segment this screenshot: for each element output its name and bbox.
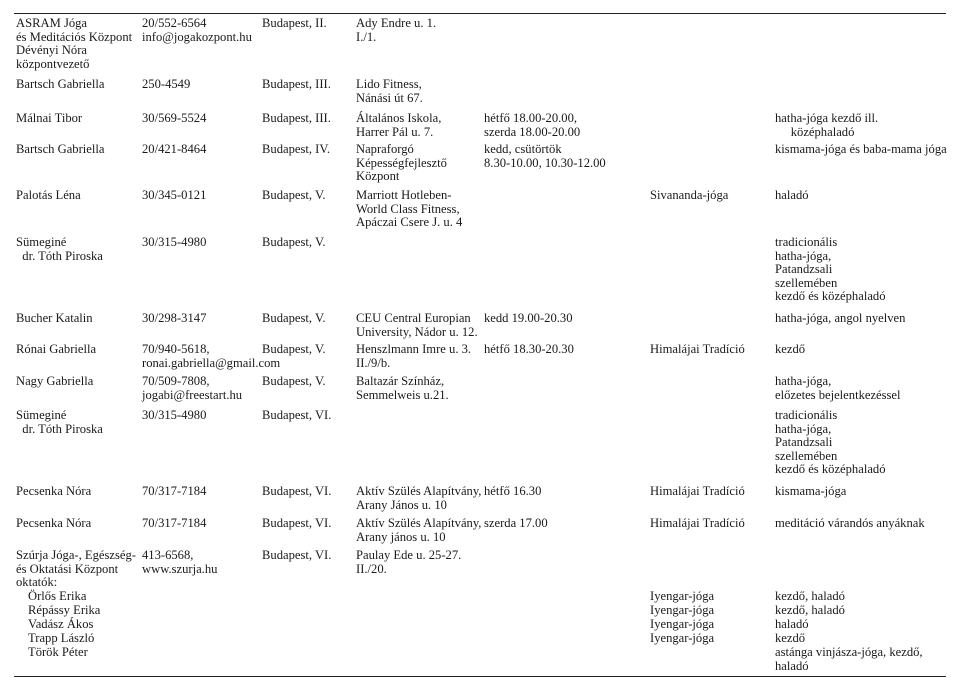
row-phone: 20/552-6564 info@jogakozpont.hu (142, 16, 252, 44)
row-level: tradicionális hatha-jóga, Patandzsali szellemében kezdő és középhaladó (775, 235, 886, 303)
row-level: meditáció várandós anyáknak (775, 516, 925, 530)
row-time: kedd, csütörtök 8.30-10.00, 10.30-12.00 (484, 142, 606, 170)
row-level: kezdő (775, 342, 806, 356)
row-phone: 70/317-7184 (142, 484, 207, 498)
instructor-level: kezdő, haladó (775, 589, 845, 603)
row-address: Ady Endre u. 1. I./1. (356, 16, 437, 44)
row-district: Budapest, VI. (262, 516, 332, 530)
row-phone: 30/315-4980 (142, 235, 207, 249)
row-name: Bartsch Gabriella (16, 142, 105, 156)
row-style: Himalájai Tradíció (650, 516, 745, 530)
row-district: Budapest, V. (262, 235, 326, 249)
row-name: Palotás Léna (16, 188, 81, 202)
instructor-level: kezdő (775, 631, 806, 645)
instructor-name: Vadász Ákos (28, 617, 94, 631)
row-district: Budapest, VI. (262, 484, 332, 498)
instructor-level: kezdő, haladó (775, 603, 845, 617)
row-phone: 30/345-0121 (142, 188, 207, 202)
row-phone: 70/317-7184 (142, 516, 207, 530)
row-address: Aktív Szülés Alapítvány, Arany János u. 10 (356, 484, 482, 512)
instructor-name: Répássy Erika (28, 603, 101, 617)
instructor-style: Iyengar-jóga (650, 589, 715, 603)
row-style: Himalájai Tradíció (650, 484, 745, 498)
row-district: Budapest, V. (262, 311, 326, 325)
row-level: hatha-jóga kezdő ill. középhaladó (775, 111, 879, 139)
row-address: Henszlmann Imre u. 3. II./9/b. (356, 342, 472, 370)
row-phone: 30/315-4980 (142, 408, 207, 422)
row-name: Málnai Tibor (16, 111, 83, 125)
row-level: kismama-jóga és baba-mama jóga (775, 142, 947, 156)
row-time: hétfő 16.30 (484, 484, 542, 498)
row-address: Baltazár Színház, Semmelweis u.21. (356, 374, 449, 402)
top-rule (14, 13, 946, 14)
instructor-level: haladó (775, 617, 809, 631)
row-address: Aktív Szülés Alapítvány, Arany jános u. 10 (356, 516, 482, 544)
row-name: Bartsch Gabriella (16, 77, 105, 91)
row-address: Paulay Ede u. 25-27. II./20. (356, 548, 462, 576)
row-name: Szúrja Jóga-, Egészség- és Oktatási Központ oktatók: (16, 548, 136, 589)
bottom-rule (14, 676, 946, 677)
row-level: hatha-jóga, angol nyelven (775, 311, 906, 325)
row-name: Bucher Katalin (16, 311, 93, 325)
row-level: kismama-jóga (775, 484, 847, 498)
row-name: Rónai Gabriella (16, 342, 97, 356)
row-phone: 20/421-8464 (142, 142, 207, 156)
row-phone: 70/509-7808, jogabi@freestart.hu (142, 374, 243, 402)
row-phone: 70/940-5618, ronai.gabriella@gmail.com (142, 342, 281, 370)
row-address: Lido Fitness, Nánási út 67. (356, 77, 423, 105)
row-name: Pecsenka Nóra (16, 484, 92, 498)
row-address: Napraforgó Képességfejlesztő Központ (356, 142, 447, 183)
row-name: Sümeginé dr. Tóth Piroska (16, 235, 103, 263)
row-phone: 250-4549 (142, 77, 191, 91)
row-phone: 30/298-3147 (142, 311, 207, 325)
row-district: Budapest, II. (262, 16, 327, 30)
row-district: Budapest, III. (262, 77, 331, 91)
row-level: tradicionális hatha-jóga, Patandzsali szellemében kezdő és középhaladó (775, 408, 886, 476)
row-phone: 30/569-5524 (142, 111, 207, 125)
instructor-name: Török Péter (28, 645, 88, 659)
row-name: Sümeginé dr. Tóth Piroska (16, 408, 103, 436)
row-level: hatha-jóga, előzetes bejelentkezéssel (775, 374, 901, 402)
row-district: Budapest, VI. (262, 548, 332, 562)
row-name: Pecsenka Nóra (16, 516, 92, 530)
instructor-style: Iyengar-jóga (650, 603, 715, 617)
row-district: Budapest, V. (262, 188, 326, 202)
row-name: ASRAM Jóga és Meditációs Központ Dévényi Nóra központvezető (16, 16, 133, 71)
row-district: Budapest, III. (262, 111, 331, 125)
row-phone: 413-6568, www.szurja.hu (142, 548, 218, 576)
row-time: hétfő 18.30-20.30 (484, 342, 574, 356)
row-time: szerda 17.00 (484, 516, 548, 530)
row-style: Sivananda-jóga (650, 188, 729, 202)
row-district: Budapest, VI. (262, 408, 332, 422)
instructor-name: Örlős Erika (28, 589, 87, 603)
instructor-name: Trapp László (28, 631, 95, 645)
instructor-style: Iyengar-jóga (650, 631, 715, 645)
row-district: Budapest, V. (262, 374, 326, 388)
row-name: Nagy Gabriella (16, 374, 94, 388)
row-style: Himalájai Tradíció (650, 342, 745, 356)
row-time: hétfő 18.00-20.00, szerda 18.00-20.00 (484, 111, 581, 139)
row-address: Marriott Hotleben- World Class Fitness, Apáczai Csere J. u. 4 (356, 188, 463, 229)
row-time: kedd 19.00-20.30 (484, 311, 573, 325)
instructor-level: astánga vinjásza-jóga, kezdő, haladó (775, 645, 923, 673)
row-address: Általános Iskola, Harrer Pál u. 7. (356, 111, 442, 139)
row-district: Budapest, V. (262, 342, 326, 356)
row-level: haladó (775, 188, 809, 202)
row-district: Budapest, IV. (262, 142, 330, 156)
instructor-style: Iyengar-jóga (650, 617, 715, 631)
row-address: CEU Central Europian University, Nádor u. 12. (356, 311, 478, 339)
